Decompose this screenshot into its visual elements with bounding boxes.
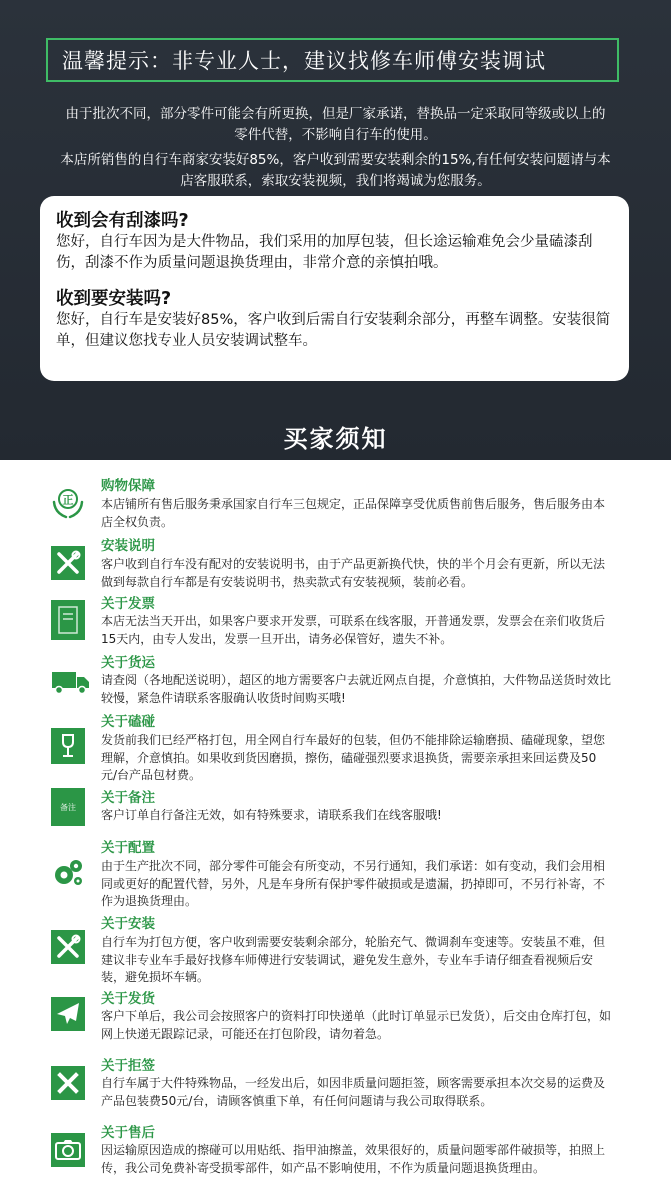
intro-paragraph-install: 本店所销售的自行车商家安装好85%，客户收到需要安装剩余的15%,有任何安装问题请与本店客服联系，索取安装视频，我们将竭诚为您服务。 — [60, 152, 611, 189]
svg-text:正: 正 — [62, 493, 74, 507]
notice-heading-band — [0, 410, 671, 462]
item-title: 关于发货 — [101, 991, 155, 1007]
gears-icon — [51, 856, 85, 890]
airplane-icon — [51, 997, 85, 1031]
item-body: 因运输原因造成的擦碰可以用贴纸、指甲油擦盖，效果很好的，质量问题零部件破损等，拍照上传，我公司免费补寄受损零部件，如产品不影响使用，不作为质量问题退换货理由。 — [101, 1143, 606, 1175]
header-section — [0, 0, 671, 460]
tip-text: 温馨提示：非专业人士，建议找修车师傅安装调试 — [62, 49, 546, 73]
item-title: 关于发票 — [101, 596, 155, 612]
faq-answer-scratch: 您好，自行车因为是大件物品，我们采用的加厚包装，但长途运输难免会少量磕漆刮伤，刮漆不作为质量问题退换货理由，非常介意的亲慎拍哦。 — [56, 234, 593, 271]
item-title: 关于磕碰 — [101, 714, 155, 730]
item-title: 关于配置 — [101, 840, 155, 856]
note-icon-label: 备注 — [60, 802, 76, 812]
tools-icon — [51, 546, 85, 580]
tools-icon — [51, 930, 85, 964]
item-title: 关于拒签 — [101, 1058, 155, 1074]
notice-title: 买家须知 — [283, 424, 388, 453]
item-body: 客户下单后，我公司会按照客户的资料打印快递单（此时订单显示已发货），后交由仓库打包，如网上快递无跟踪记录，可能还在打包阶段，请勿着急。 — [101, 1009, 612, 1041]
item-title: 关于安装 — [101, 916, 155, 932]
reject-x-icon — [51, 1066, 85, 1100]
hands-guarantee-icon — [51, 486, 85, 520]
item-body: 请查阅（各地配送说明），超区的地方需要客户去就近网点自提，介意慎拍，大件物品送货时效比较慢，紧急件请联系客服确认收货时间购买哦! — [101, 673, 612, 705]
item-body: 发货前我们已经严格打包，用全网自行车最好的包装，但仍不能排除运输磨损、磕碰现象，望您理解，介意慎拍。如果收到货因磨损，擦伤，磕碰强烈要求退换货，需要亲承担来回运费及50元/台产品包材费。 — [101, 733, 606, 782]
item-title: 关于备注 — [101, 790, 155, 806]
faq-card — [40, 196, 629, 381]
note-icon — [51, 788, 85, 826]
item-title: 关于货运 — [101, 655, 155, 671]
intro-paragraph-parts: 由于批次不同，部分零件可能会有所更换，但是厂家承诺，替换品一定采取同等级或以上的零件代替，不影响自行车的使用。 — [65, 106, 606, 143]
camera-icon — [51, 1133, 85, 1167]
fragile-box-icon — [51, 728, 85, 764]
faq-question-install: 收到要安装吗? — [56, 289, 172, 309]
item-body: 由于生产批次不同，部分零件可能会有所变动，不另行通知，我们承诺：如有变动，我们会用相同或更好的配置代替，另外，凡是车身所有保护零件破损或是遗漏，扔掉即可，不另行补寄，不作为退换货理由。 — [101, 859, 606, 908]
tip-banner — [46, 38, 619, 82]
item-body: 客户订单自行备注无效，如有特殊要求，请联系我们在线客服哦! — [101, 808, 442, 822]
item-body: 自行车为打包方便，客户收到需要安装剩余部分，轮胎充气、微调刹车变速等。安装虽不难，但建议非专业车手最好找修车师傅进行安装调试，避免发生意外，专业车手请仔细查看视频后安装，避免损坏车辆。 — [101, 935, 606, 984]
item-body: 客户收到自行车没有配对的安装说明书，由于产品更新换代快，快的半个月会有更新，所以无法做到每款自行车都是有安装说明书，热卖款式有安装视频，装前必看。 — [101, 557, 606, 589]
faq-answer-install: 您好，自行车是安装好85%，客户收到后需自行安装剩余部分，再整车调整。安装很简单，但建议您找专业人员安装调试整车。 — [56, 312, 611, 349]
item-body: 本店无法当天开出，如果客户要求开发票，可联系在线客服，开普通发票，发票会在亲们收货后15天内，由专人发出，发票一旦开出，请务必保管好，遗失不补。 — [101, 614, 606, 646]
item-title: 安装说明 — [101, 538, 155, 554]
item-body: 自行车属于大件特殊物品，一经发出后，如因非质量问题拒签，顾客需要承担本次交易的运费及产品包装费50元/台，请顾客慎重下单，有任何问题请与我公司取得联系。 — [101, 1076, 606, 1108]
item-title: 关于售后 — [101, 1125, 155, 1141]
faq-question-scratch: 收到会有刮漆吗? — [56, 211, 189, 231]
item-body: 本店铺所有售后服务秉承国家自行车三包规定，正品保障享受优质售前售后服务，售后服务由本店全权负责。 — [101, 497, 606, 529]
item-title: 购物保障 — [101, 478, 155, 494]
truck-icon — [51, 669, 91, 695]
invoice-icon — [51, 600, 85, 640]
